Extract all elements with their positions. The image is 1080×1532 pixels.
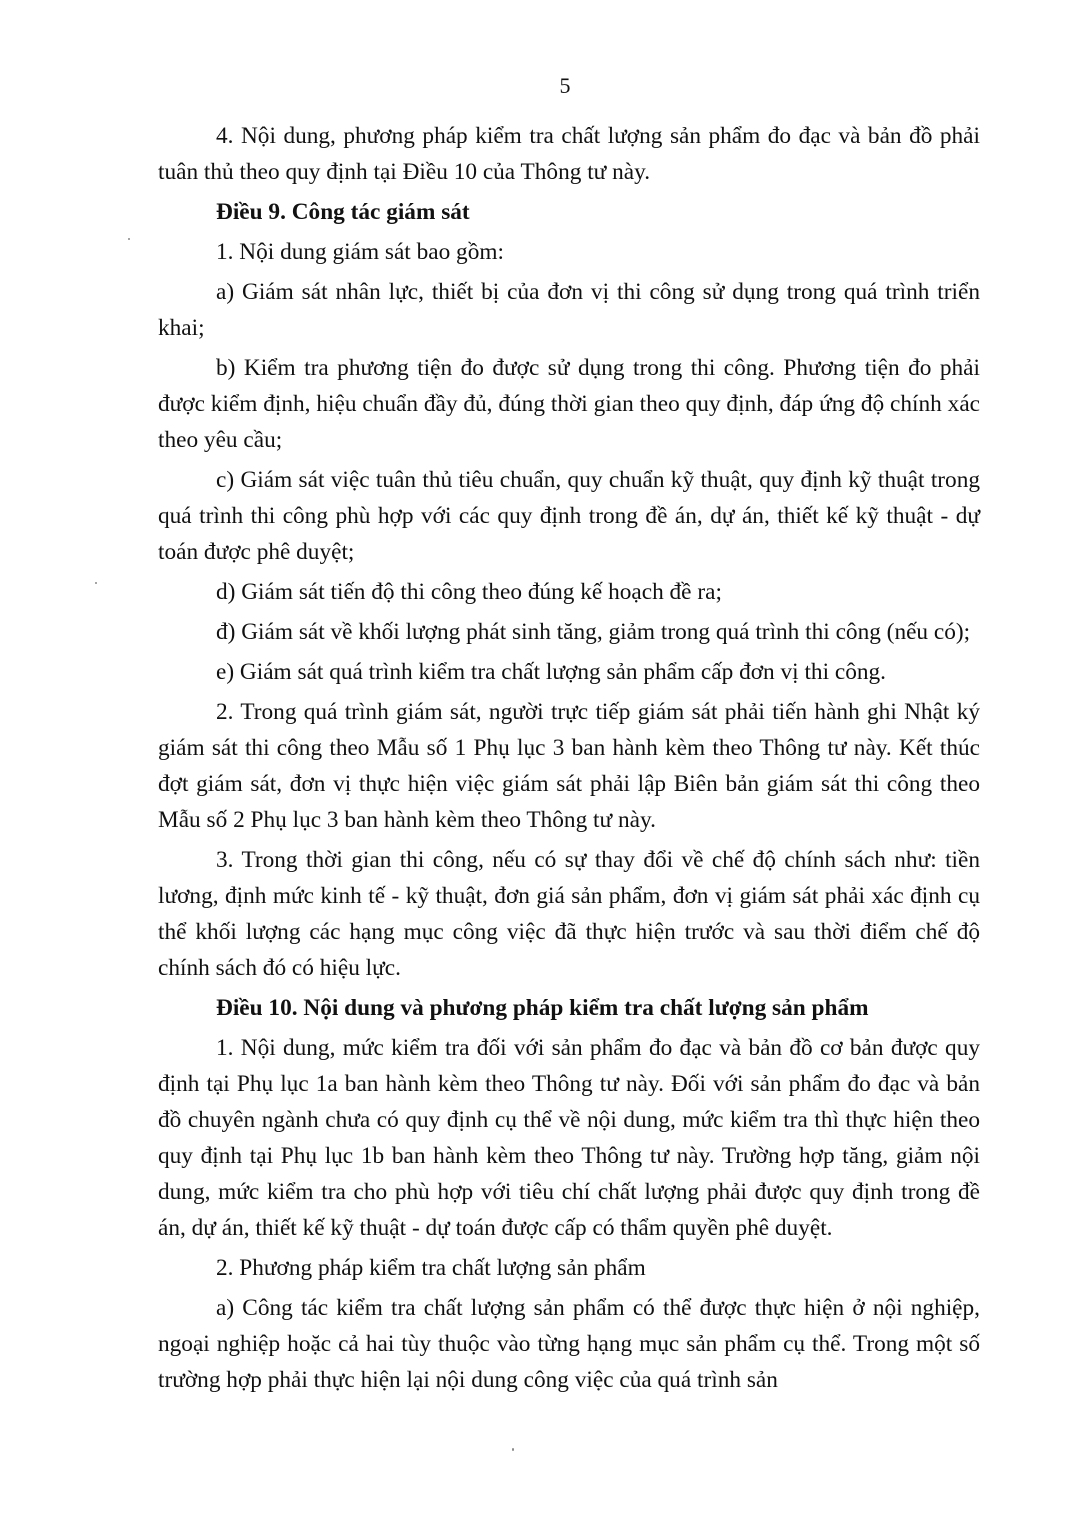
paragraph-9-1d: d) Giám sát tiến độ thi công theo đúng kế hoạch đề ra; bbox=[216, 579, 722, 605]
scan-speck bbox=[512, 1448, 514, 1451]
paragraph-9-1a: a) Giám sát nhân lực, thiết bị của đơn vị thi công sử dụng trong quá trình triển khai; bbox=[158, 279, 980, 341]
paragraph-9-1b: b) Kiểm tra phương tiện đo được sử dụng trong thi công. Phương tiện đo phải được kiểm định, hiệu chuẩn đầy đủ, đúng thời gian theo quy định, đáp ứng độ chính xác theo yêu cầu; bbox=[158, 355, 980, 453]
scan-speck bbox=[128, 238, 130, 240]
paragraph-10-2: 2. Phương pháp kiểm tra chất lượng sản phẩm bbox=[216, 1255, 646, 1281]
paragraph-9-1: 1. Nội dung giám sát bao gồm: bbox=[216, 239, 504, 265]
paragraph-4-noi-dung: 4. Nội dung, phương pháp kiểm tra chất lượng sản phẩm đo đạc và bản đồ phải tuân thủ theo quy định tại Điều 10 của Thông tư này. bbox=[158, 123, 980, 185]
paragraph-10-1: 1. Nội dung, mức kiểm tra đối với sản phẩm đo đạc và bản đồ cơ bản được quy định tại Phụ lục 1a ban hành kèm theo Thông tư này. Đối với sản phẩm đo đạc và bản đồ chuyên ngành chưa có quy định cụ thể về nội dung, mức kiểm tra thì thực hiện theo quy định tại Phụ lục 1b ban hành kèm theo Thông tư này. Trường hợp tăng, giảm nội dung, mức kiểm tra cho phù hợp với tiêu chí chất lượng phải được quy định trong đề án, dự án, thiết kế kỹ thuật - dự toán được cấp có thẩm quyền phê duyệt. bbox=[158, 1035, 980, 1241]
paragraph-9-2: 2. Trong quá trình giám sát, người trực tiếp giám sát phải tiến hành ghi Nhật ký giám sát thi công theo Mẫu số 1 Phụ lục 3 ban hành kèm theo Thông tư này. Kết thúc đợt giám sát, đơn vị thực hiện việc giám sát phải lập Biên bản giám sát thi công theo Mẫu số 2 Phụ lục 3 ban hành kèm theo Thông tư này. bbox=[158, 699, 980, 833]
scan-speck bbox=[95, 582, 97, 584]
document-body bbox=[158, 118, 980, 1402]
page-number: 5 bbox=[559, 73, 571, 98]
heading-dieu-9: Điều 9. Công tác giám sát bbox=[216, 199, 470, 225]
paragraph-9-1c: c) Giám sát việc tuân thủ tiêu chuẩn, quy chuẩn kỹ thuật, quy định kỹ thuật trong quá trình thi công phù hợp với các quy định trong đề án, dự án, thiết kế kỹ thuật - dự toán được phê duyệt; bbox=[158, 467, 980, 565]
paragraph-9-1e: e) Giám sát quá trình kiểm tra chất lượng sản phẩm cấp đơn vị thi công. bbox=[216, 659, 886, 685]
paragraph-9-1dd: đ) Giám sát về khối lượng phát sinh tăng, giảm trong quá trình thi công (nếu có); bbox=[216, 619, 971, 645]
paragraph-9-3: 3. Trong thời gian thi công, nếu có sự thay đổi về chế độ chính sách như: tiền lương, định mức kinh tế - kỹ thuật, đơn giá sản phẩm, đơn vị giám sát phải xác định cụ thể khối lượng các hạng mục công việc đã thực hiện trước và sau thời điểm chế độ chính sách đó có hiệu lực. bbox=[158, 847, 980, 981]
heading-dieu-10: Điều 10. Nội dung và phương pháp kiểm tra chất lượng sản phẩm bbox=[216, 995, 869, 1021]
paragraph-10-2a: a) Công tác kiểm tra chất lượng sản phẩm có thể được thực hiện ở nội nghiệp, ngoại nghiệp hoặc cả hai tùy thuộc vào từng hạng mục sản phẩm cụ thể. Trong một số trường hợp phải thực hiện lại nội dung công việc của quá trình sản bbox=[158, 1295, 980, 1393]
